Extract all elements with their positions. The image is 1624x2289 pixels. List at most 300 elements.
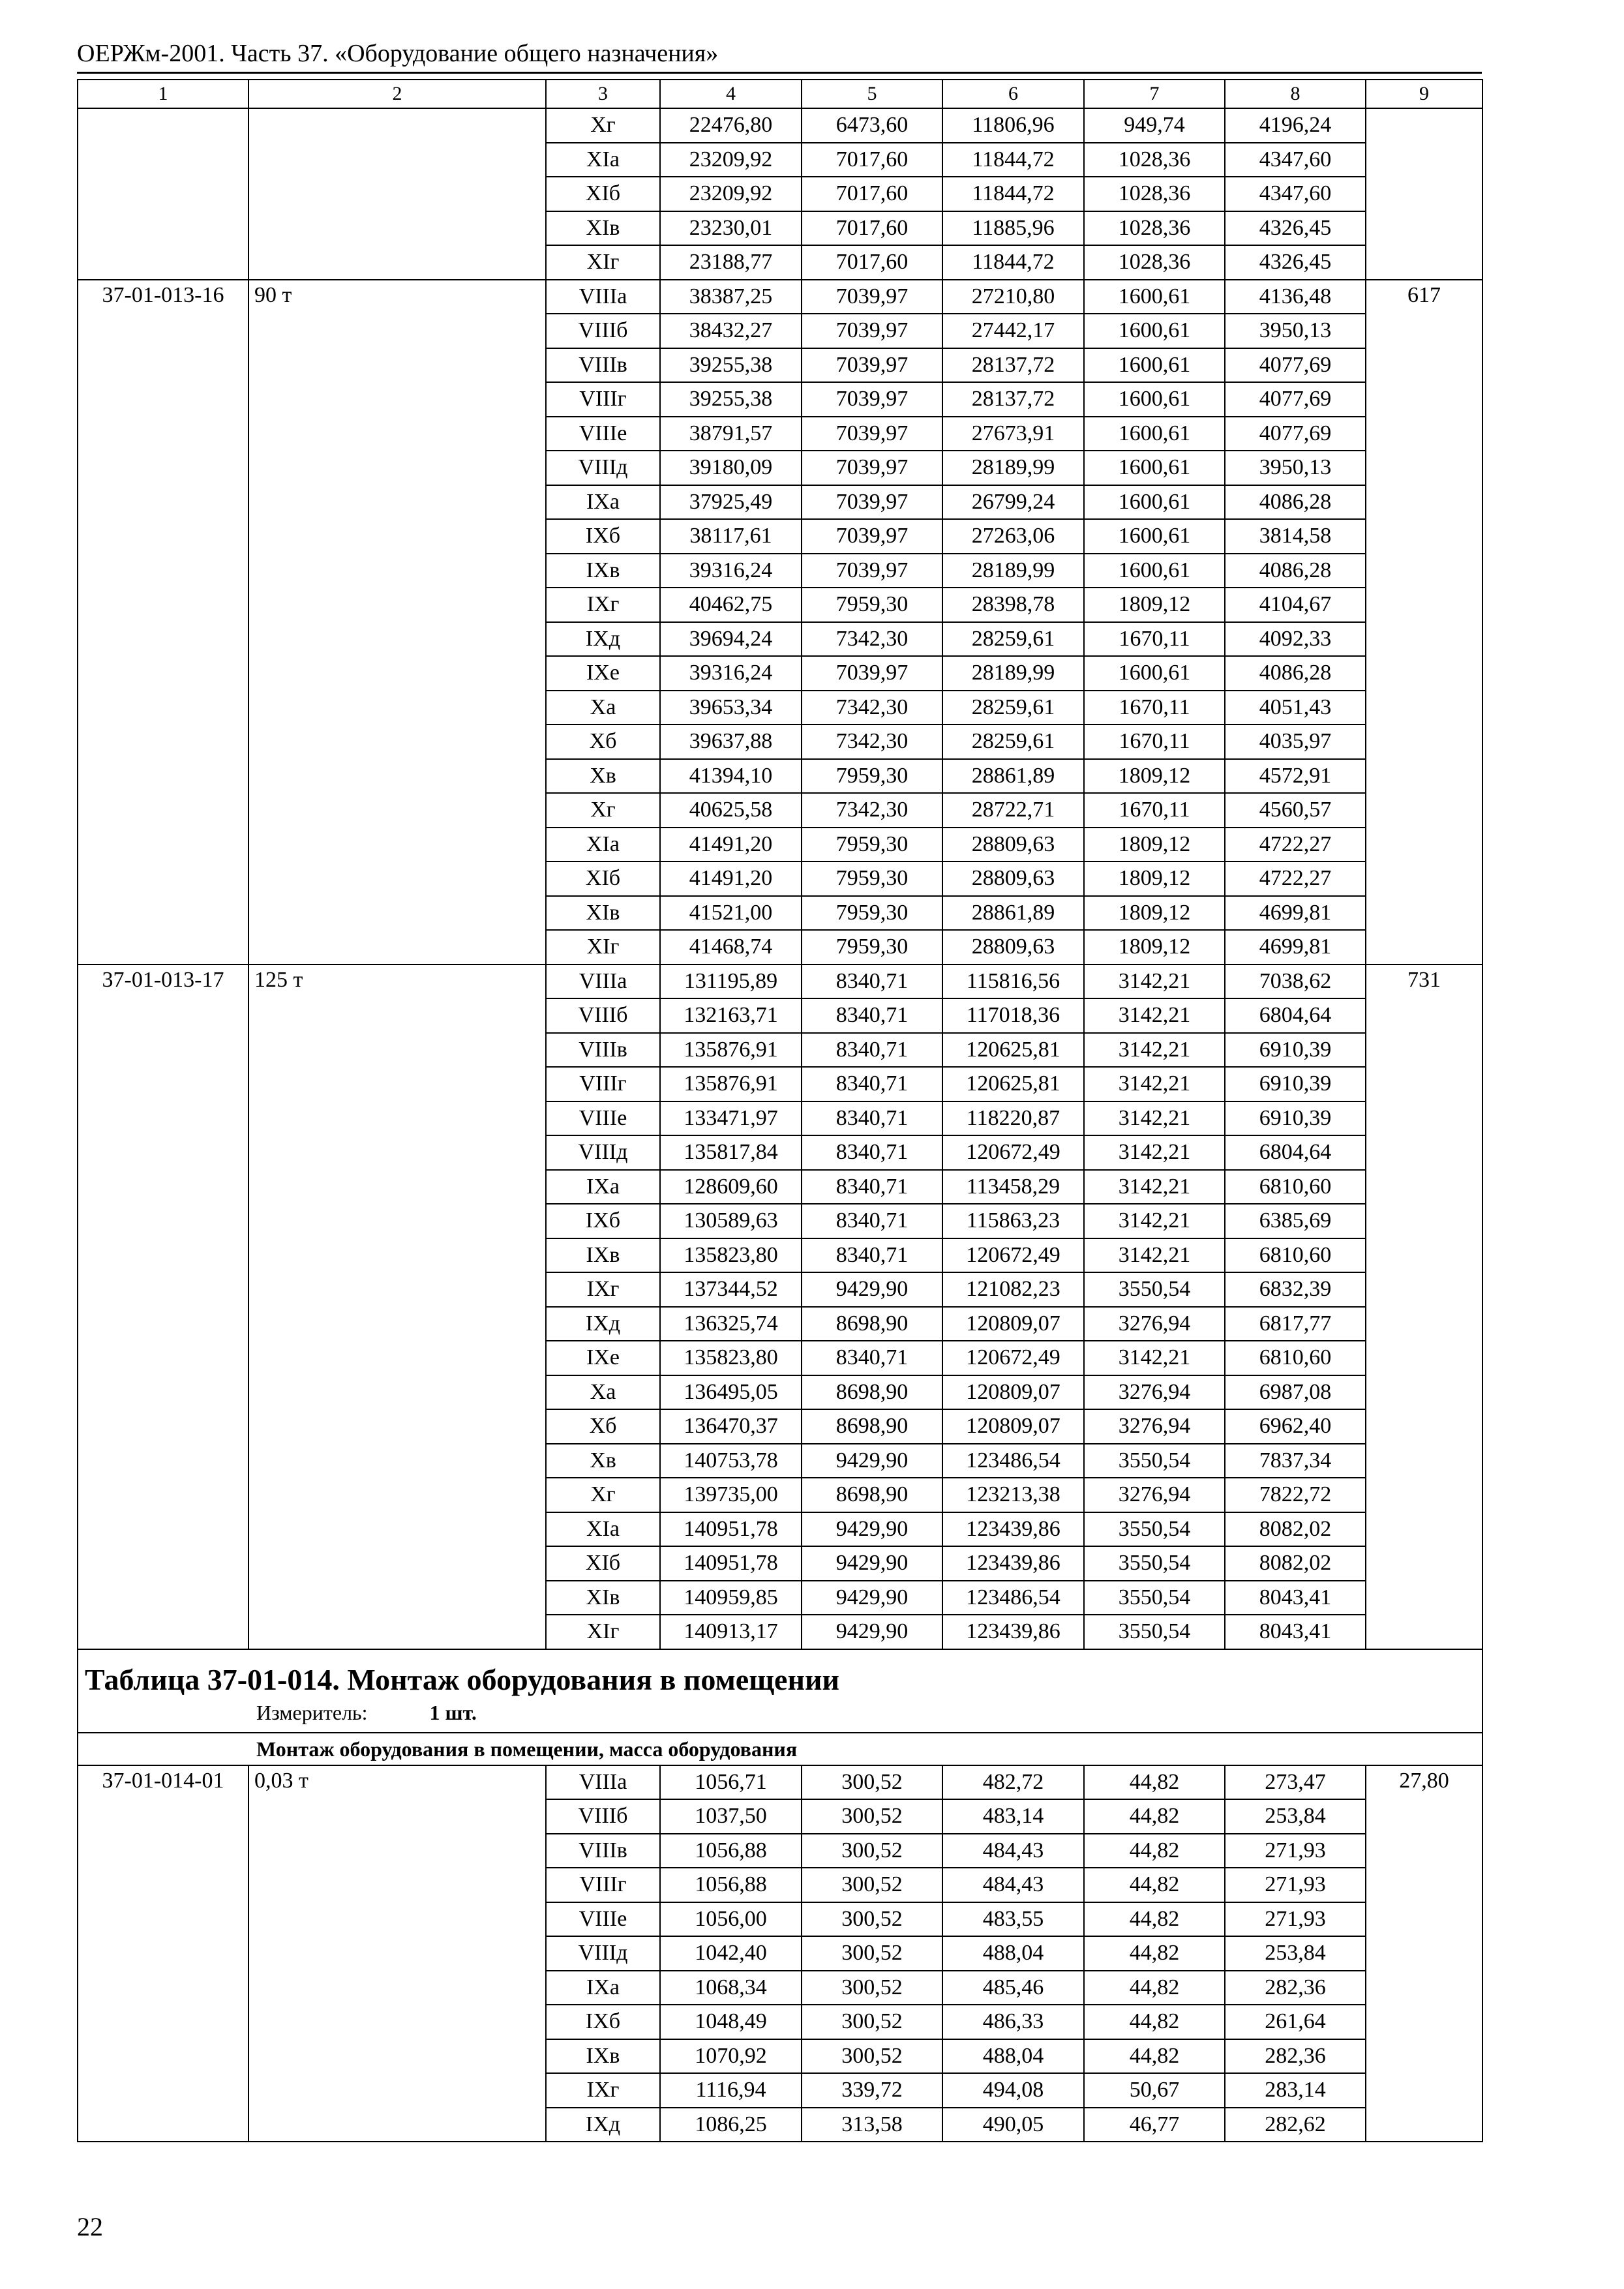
value-cell: 3276,94 xyxy=(1084,1307,1225,1341)
value-cell: 3814,58 xyxy=(1225,519,1366,554)
value-cell: 3950,13 xyxy=(1225,314,1366,348)
value-cell: 41491,20 xyxy=(660,861,802,896)
value-cell: 28259,61 xyxy=(942,622,1084,657)
value-cell: 28722,71 xyxy=(942,793,1084,828)
zone-cell: Xв xyxy=(546,1444,660,1478)
value-cell: 120809,07 xyxy=(942,1307,1084,1341)
value-cell: 7038,62 xyxy=(1225,965,1366,999)
value-cell: 8698,90 xyxy=(802,1478,942,1512)
value-cell: 7017,60 xyxy=(802,245,942,280)
value-cell: 4086,28 xyxy=(1225,656,1366,691)
value-cell: 135823,80 xyxy=(660,1238,802,1273)
value-cell: 7342,30 xyxy=(802,793,942,828)
value-cell: 8340,71 xyxy=(802,1341,942,1375)
value-cell: 28398,78 xyxy=(942,588,1084,622)
value-cell: 1809,12 xyxy=(1084,588,1225,622)
value-cell: 23209,92 xyxy=(660,177,802,211)
value-cell: 120672,49 xyxy=(942,1135,1084,1170)
value-cell: 140913,17 xyxy=(660,1615,802,1649)
value-cell: 1670,11 xyxy=(1084,725,1225,759)
value-cell: 27263,06 xyxy=(942,519,1084,554)
value-cell: 1028,36 xyxy=(1084,143,1225,177)
column-number: 9 xyxy=(1366,80,1482,108)
value-cell: 123439,86 xyxy=(942,1615,1084,1649)
value-cell: 1056,88 xyxy=(660,1868,802,1902)
value-cell: 4326,45 xyxy=(1225,211,1366,246)
value-cell: 494,08 xyxy=(942,2073,1084,2108)
rate-code-cell: 37-01-013-16 xyxy=(78,280,248,965)
value-cell: 300,52 xyxy=(802,2039,942,2074)
value-cell: 121082,23 xyxy=(942,1272,1084,1307)
value-cell: 6804,64 xyxy=(1225,998,1366,1033)
value-cell: 115816,56 xyxy=(942,965,1084,999)
zone-cell: Xб xyxy=(546,1409,660,1444)
zone-cell: VIIIа xyxy=(546,1765,660,1800)
value-cell: 6810,60 xyxy=(1225,1341,1366,1375)
value-cell: 4136,48 xyxy=(1225,280,1366,314)
zone-cell: VIIIв xyxy=(546,1033,660,1068)
value-cell: 4092,33 xyxy=(1225,622,1366,657)
zone-cell: VIIIд xyxy=(546,1135,660,1170)
rate-code-cell: 37-01-014-01 xyxy=(78,1765,248,2142)
value-cell: 7959,30 xyxy=(802,759,942,794)
value-cell: 7959,30 xyxy=(802,896,942,931)
zone-cell: IXг xyxy=(546,1272,660,1307)
value-cell: 4196,24 xyxy=(1225,108,1366,143)
value-cell: 3550,54 xyxy=(1084,1444,1225,1478)
value-cell: 135817,84 xyxy=(660,1135,802,1170)
value-cell: 3550,54 xyxy=(1084,1512,1225,1547)
value-cell: 7039,97 xyxy=(802,348,942,383)
value-cell: 1042,40 xyxy=(660,1936,802,1971)
value-cell: 140753,78 xyxy=(660,1444,802,1478)
value-cell: 483,14 xyxy=(942,1799,1084,1834)
table-row xyxy=(78,280,1482,314)
value-cell: 46,77 xyxy=(1084,2108,1225,2142)
rate-name-cell: 90 т xyxy=(248,280,546,965)
value-cell: 1028,36 xyxy=(1084,177,1225,211)
value-cell: 28137,72 xyxy=(942,382,1084,417)
value-cell: 7039,97 xyxy=(802,451,942,485)
zone-cell: VIIIд xyxy=(546,1936,660,1971)
value-cell: 135876,91 xyxy=(660,1033,802,1068)
value-cell: 27673,91 xyxy=(942,417,1084,451)
value-cell: 7039,97 xyxy=(802,485,942,520)
zone-cell: VIIIв xyxy=(546,1834,660,1868)
value-cell: 8340,71 xyxy=(802,1238,942,1273)
table-row xyxy=(78,108,1482,143)
value-cell: 120672,49 xyxy=(942,1341,1084,1375)
value-cell: 6832,39 xyxy=(1225,1272,1366,1307)
subheading-row xyxy=(78,1733,1482,1765)
value-cell: 28189,99 xyxy=(942,451,1084,485)
value-cell: 40625,58 xyxy=(660,793,802,828)
value-cell: 3142,21 xyxy=(1084,1238,1225,1273)
value-cell: 1600,61 xyxy=(1084,348,1225,383)
value-cell: 28189,99 xyxy=(942,656,1084,691)
value-cell: 28259,61 xyxy=(942,691,1084,725)
value-cell: 136495,05 xyxy=(660,1375,802,1410)
rate-code-cell xyxy=(78,108,248,280)
value-cell: 9429,90 xyxy=(802,1546,942,1581)
value-cell: 8082,02 xyxy=(1225,1546,1366,1581)
rates-table xyxy=(77,79,1483,2142)
value-cell: 1600,61 xyxy=(1084,554,1225,588)
value-cell: 300,52 xyxy=(802,2005,942,2039)
value-cell: 6810,60 xyxy=(1225,1170,1366,1204)
zone-cell: VIIIе xyxy=(546,1902,660,1937)
value-cell: 1116,94 xyxy=(660,2073,802,2108)
value-cell: 28861,89 xyxy=(942,896,1084,931)
column-number: 7 xyxy=(1084,80,1225,108)
value-cell: 488,04 xyxy=(942,2039,1084,2074)
value-cell: 44,82 xyxy=(1084,1868,1225,1902)
value-cell: 120809,07 xyxy=(942,1375,1084,1410)
subheading: Монтаж оборудования в помещении, масса оборудования xyxy=(78,1733,1482,1765)
value-cell: 37925,49 xyxy=(660,485,802,520)
value-cell: 7342,30 xyxy=(802,622,942,657)
value-cell: 8043,41 xyxy=(1225,1615,1366,1649)
value-cell: 300,52 xyxy=(802,1971,942,2005)
value-cell: 11885,96 xyxy=(942,211,1084,246)
column9-cell: 731 xyxy=(1366,965,1482,1649)
header-divider xyxy=(77,72,1482,74)
value-cell: 11844,72 xyxy=(942,177,1084,211)
value-cell: 128609,60 xyxy=(660,1170,802,1204)
value-cell: 120672,49 xyxy=(942,1238,1084,1273)
value-cell: 8340,71 xyxy=(802,1101,942,1136)
value-cell: 6804,64 xyxy=(1225,1135,1366,1170)
value-cell: 3142,21 xyxy=(1084,1135,1225,1170)
zone-cell: VIIIе xyxy=(546,417,660,451)
value-cell: 3550,54 xyxy=(1084,1546,1225,1581)
value-cell: 4086,28 xyxy=(1225,485,1366,520)
value-cell: 283,14 xyxy=(1225,2073,1366,2108)
value-cell: 50,67 xyxy=(1084,2073,1225,2108)
zone-cell: VIIIг xyxy=(546,1067,660,1101)
value-cell: 4104,67 xyxy=(1225,588,1366,622)
value-cell: 4077,69 xyxy=(1225,348,1366,383)
value-cell: 7959,30 xyxy=(802,930,942,965)
value-cell: 7959,30 xyxy=(802,861,942,896)
value-cell: 23188,77 xyxy=(660,245,802,280)
value-cell: 136325,74 xyxy=(660,1307,802,1341)
value-cell: 271,93 xyxy=(1225,1834,1366,1868)
zone-cell: VIIIб xyxy=(546,1799,660,1834)
column-number: 5 xyxy=(802,80,942,108)
measure-value: 1 шт. xyxy=(429,1700,477,1724)
value-cell: 140951,78 xyxy=(660,1546,802,1581)
page-number: 22 xyxy=(77,2212,103,2241)
zone-cell: VIIIб xyxy=(546,998,660,1033)
value-cell: 3276,94 xyxy=(1084,1375,1225,1410)
value-cell: 8340,71 xyxy=(802,1067,942,1101)
value-cell: 7039,97 xyxy=(802,554,942,588)
measure-row xyxy=(78,1697,1482,1733)
zone-cell: Xг xyxy=(546,793,660,828)
value-cell: 39637,88 xyxy=(660,725,802,759)
zone-cell: XIб xyxy=(546,861,660,896)
value-cell: 44,82 xyxy=(1084,1902,1225,1937)
value-cell: 123213,38 xyxy=(942,1478,1084,1512)
value-cell: 482,72 xyxy=(942,1765,1084,1800)
zone-cell: IXг xyxy=(546,2073,660,2108)
value-cell: 135876,91 xyxy=(660,1067,802,1101)
value-cell: 133471,97 xyxy=(660,1101,802,1136)
value-cell: 28137,72 xyxy=(942,348,1084,383)
value-cell: 282,62 xyxy=(1225,2108,1366,2142)
value-cell: 137344,52 xyxy=(660,1272,802,1307)
value-cell: 117018,36 xyxy=(942,998,1084,1033)
value-cell: 9429,90 xyxy=(802,1444,942,1478)
zone-cell: VIIIа xyxy=(546,965,660,999)
value-cell: 3276,94 xyxy=(1084,1478,1225,1512)
zone-cell: IXб xyxy=(546,519,660,554)
value-cell: 1056,00 xyxy=(660,1902,802,1937)
zone-cell: Xг xyxy=(546,1478,660,1512)
table-row xyxy=(78,965,1482,999)
value-cell: 1600,61 xyxy=(1084,451,1225,485)
value-cell: 23209,92 xyxy=(660,143,802,177)
value-cell: 1809,12 xyxy=(1084,896,1225,931)
value-cell: 484,43 xyxy=(942,1868,1084,1902)
value-cell: 1809,12 xyxy=(1084,759,1225,794)
zone-cell: VIIIд xyxy=(546,451,660,485)
column-number: 1 xyxy=(78,80,248,108)
zone-cell: VIIIа xyxy=(546,280,660,314)
zone-cell: XIг xyxy=(546,1615,660,1649)
value-cell: 6817,77 xyxy=(1225,1307,1366,1341)
value-cell: 38117,61 xyxy=(660,519,802,554)
value-cell: 1670,11 xyxy=(1084,622,1225,657)
value-cell: 1600,61 xyxy=(1084,417,1225,451)
value-cell: 9429,90 xyxy=(802,1272,942,1307)
value-cell: 1068,34 xyxy=(660,1971,802,2005)
zone-cell: XIб xyxy=(546,1546,660,1581)
value-cell: 7342,30 xyxy=(802,725,942,759)
value-cell: 7959,30 xyxy=(802,828,942,862)
value-cell: 38432,27 xyxy=(660,314,802,348)
value-cell: 1600,61 xyxy=(1084,280,1225,314)
value-cell: 8340,71 xyxy=(802,1135,942,1170)
zone-cell: XIв xyxy=(546,1581,660,1615)
value-cell: 4077,69 xyxy=(1225,382,1366,417)
value-cell: 39255,38 xyxy=(660,348,802,383)
value-cell: 4051,43 xyxy=(1225,691,1366,725)
value-cell: 44,82 xyxy=(1084,1971,1225,2005)
column9-cell: 617 xyxy=(1366,280,1482,965)
value-cell: 4347,60 xyxy=(1225,177,1366,211)
value-cell: 949,74 xyxy=(1084,108,1225,143)
value-cell: 39180,09 xyxy=(660,451,802,485)
value-cell: 3142,21 xyxy=(1084,998,1225,1033)
zone-cell: IXе xyxy=(546,656,660,691)
value-cell: 300,52 xyxy=(802,1799,942,1834)
zone-cell: VIIIе xyxy=(546,1101,660,1136)
value-cell: 7342,30 xyxy=(802,691,942,725)
column-number: 3 xyxy=(546,80,660,108)
zone-cell: Xа xyxy=(546,1375,660,1410)
zone-cell: VIIIв xyxy=(546,348,660,383)
value-cell: 8340,71 xyxy=(802,998,942,1033)
value-cell: 11844,72 xyxy=(942,245,1084,280)
value-cell: 28809,63 xyxy=(942,930,1084,965)
zone-cell: IXб xyxy=(546,2005,660,2039)
value-cell: 120809,07 xyxy=(942,1409,1084,1444)
zone-cell: IXа xyxy=(546,1170,660,1204)
value-cell: 38791,57 xyxy=(660,417,802,451)
value-cell: 8698,90 xyxy=(802,1409,942,1444)
value-cell: 44,82 xyxy=(1084,1834,1225,1868)
value-cell: 7822,72 xyxy=(1225,1478,1366,1512)
value-cell: 3950,13 xyxy=(1225,451,1366,485)
value-cell: 4077,69 xyxy=(1225,417,1366,451)
value-cell: 4347,60 xyxy=(1225,143,1366,177)
value-cell: 300,52 xyxy=(802,1834,942,1868)
value-cell: 1600,61 xyxy=(1084,314,1225,348)
zone-cell: IXа xyxy=(546,485,660,520)
document-header: ОЕРЖм-2001. Часть 37. «Оборудование общего назначения» xyxy=(77,40,719,67)
value-cell: 1037,50 xyxy=(660,1799,802,1834)
value-cell: 27442,17 xyxy=(942,314,1084,348)
value-cell: 1809,12 xyxy=(1084,861,1225,896)
value-cell: 4572,91 xyxy=(1225,759,1366,794)
value-cell: 6910,39 xyxy=(1225,1033,1366,1068)
value-cell: 4722,27 xyxy=(1225,861,1366,896)
zone-cell: IXд xyxy=(546,622,660,657)
value-cell: 8043,41 xyxy=(1225,1581,1366,1615)
value-cell: 39694,24 xyxy=(660,622,802,657)
rate-name-cell xyxy=(248,108,546,280)
value-cell: 6987,08 xyxy=(1225,1375,1366,1410)
value-cell: 4699,81 xyxy=(1225,896,1366,931)
value-cell: 339,72 xyxy=(802,2073,942,2108)
zone-cell: VIIIг xyxy=(546,1868,660,1902)
column-number: 4 xyxy=(660,80,802,108)
value-cell: 44,82 xyxy=(1084,2005,1225,2039)
value-cell: 1070,92 xyxy=(660,2039,802,2074)
value-cell: 26799,24 xyxy=(942,485,1084,520)
value-cell: 9429,90 xyxy=(802,1512,942,1547)
value-cell: 9429,90 xyxy=(802,1615,942,1649)
zone-cell: VIIIб xyxy=(546,314,660,348)
value-cell: 7039,97 xyxy=(802,417,942,451)
value-cell: 271,93 xyxy=(1225,1902,1366,1937)
value-cell: 1086,25 xyxy=(660,2108,802,2142)
rate-code-cell: 37-01-013-17 xyxy=(78,965,248,1649)
value-cell: 1809,12 xyxy=(1084,930,1225,965)
value-cell: 483,55 xyxy=(942,1902,1084,1937)
value-cell: 44,82 xyxy=(1084,1765,1225,1800)
table-title-row xyxy=(78,1649,1482,1697)
value-cell: 7837,34 xyxy=(1225,1444,1366,1478)
value-cell: 44,82 xyxy=(1084,2039,1225,2074)
value-cell: 282,36 xyxy=(1225,1971,1366,2005)
value-cell: 7039,97 xyxy=(802,314,942,348)
value-cell: 22476,80 xyxy=(660,108,802,143)
value-cell: 28809,63 xyxy=(942,828,1084,862)
value-cell: 132163,71 xyxy=(660,998,802,1033)
value-cell: 3550,54 xyxy=(1084,1272,1225,1307)
value-cell: 39316,24 xyxy=(660,656,802,691)
value-cell: 39653,34 xyxy=(660,691,802,725)
zone-cell: IXг xyxy=(546,588,660,622)
value-cell: 3550,54 xyxy=(1084,1615,1225,1649)
value-cell: 300,52 xyxy=(802,1765,942,1800)
value-cell: 7017,60 xyxy=(802,143,942,177)
zone-cell: IXв xyxy=(546,2039,660,2074)
measure-cell xyxy=(78,1697,1482,1733)
value-cell: 273,47 xyxy=(1225,1765,1366,1800)
value-cell: 3142,21 xyxy=(1084,965,1225,999)
value-cell: 1600,61 xyxy=(1084,485,1225,520)
value-cell: 3142,21 xyxy=(1084,1170,1225,1204)
zone-cell: IXд xyxy=(546,2108,660,2142)
value-cell: 4035,97 xyxy=(1225,725,1366,759)
zone-cell: XIа xyxy=(546,1512,660,1547)
value-cell: 253,84 xyxy=(1225,1936,1366,1971)
value-cell: 7017,60 xyxy=(802,177,942,211)
value-cell: 4326,45 xyxy=(1225,245,1366,280)
value-cell: 28861,89 xyxy=(942,759,1084,794)
value-cell: 313,58 xyxy=(802,2108,942,2142)
value-cell: 490,05 xyxy=(942,2108,1084,2142)
value-cell: 123486,54 xyxy=(942,1581,1084,1615)
value-cell: 1048,49 xyxy=(660,2005,802,2039)
value-cell: 1028,36 xyxy=(1084,211,1225,246)
value-cell: 28809,63 xyxy=(942,861,1084,896)
value-cell: 3142,21 xyxy=(1084,1341,1225,1375)
value-cell: 39316,24 xyxy=(660,554,802,588)
value-cell: 3550,54 xyxy=(1084,1581,1225,1615)
value-cell: 8340,71 xyxy=(802,1033,942,1068)
value-cell: 115863,23 xyxy=(942,1204,1084,1238)
rate-name-cell: 0,03 т xyxy=(248,1765,546,2142)
value-cell: 4722,27 xyxy=(1225,828,1366,862)
value-cell: 28259,61 xyxy=(942,725,1084,759)
column-number-row xyxy=(78,80,1482,108)
value-cell: 120625,81 xyxy=(942,1033,1084,1068)
value-cell: 7039,97 xyxy=(802,519,942,554)
column9-cell xyxy=(1366,108,1482,280)
value-cell: 38387,25 xyxy=(660,280,802,314)
value-cell: 11844,72 xyxy=(942,143,1084,177)
value-cell: 113458,29 xyxy=(942,1170,1084,1204)
zone-cell: VIIIг xyxy=(546,382,660,417)
value-cell: 6962,40 xyxy=(1225,1409,1366,1444)
zone-cell: Xб xyxy=(546,725,660,759)
value-cell: 131195,89 xyxy=(660,965,802,999)
value-cell: 135823,80 xyxy=(660,1341,802,1375)
zone-cell: XIа xyxy=(546,828,660,862)
zone-cell: IXв xyxy=(546,554,660,588)
zone-cell: XIв xyxy=(546,211,660,246)
value-cell: 44,82 xyxy=(1084,1936,1225,1971)
zone-cell: Xг xyxy=(546,108,660,143)
table-row xyxy=(78,1765,1482,1800)
value-cell: 300,52 xyxy=(802,1868,942,1902)
zone-cell: Xв xyxy=(546,759,660,794)
value-cell: 123439,86 xyxy=(942,1546,1084,1581)
value-cell: 7039,97 xyxy=(802,280,942,314)
value-cell: 1600,61 xyxy=(1084,656,1225,691)
value-cell: 140951,78 xyxy=(660,1512,802,1547)
value-cell: 1056,88 xyxy=(660,1834,802,1868)
value-cell: 485,46 xyxy=(942,1971,1084,2005)
value-cell: 123486,54 xyxy=(942,1444,1084,1478)
zone-cell: IXа xyxy=(546,1971,660,2005)
value-cell: 253,84 xyxy=(1225,1799,1366,1834)
